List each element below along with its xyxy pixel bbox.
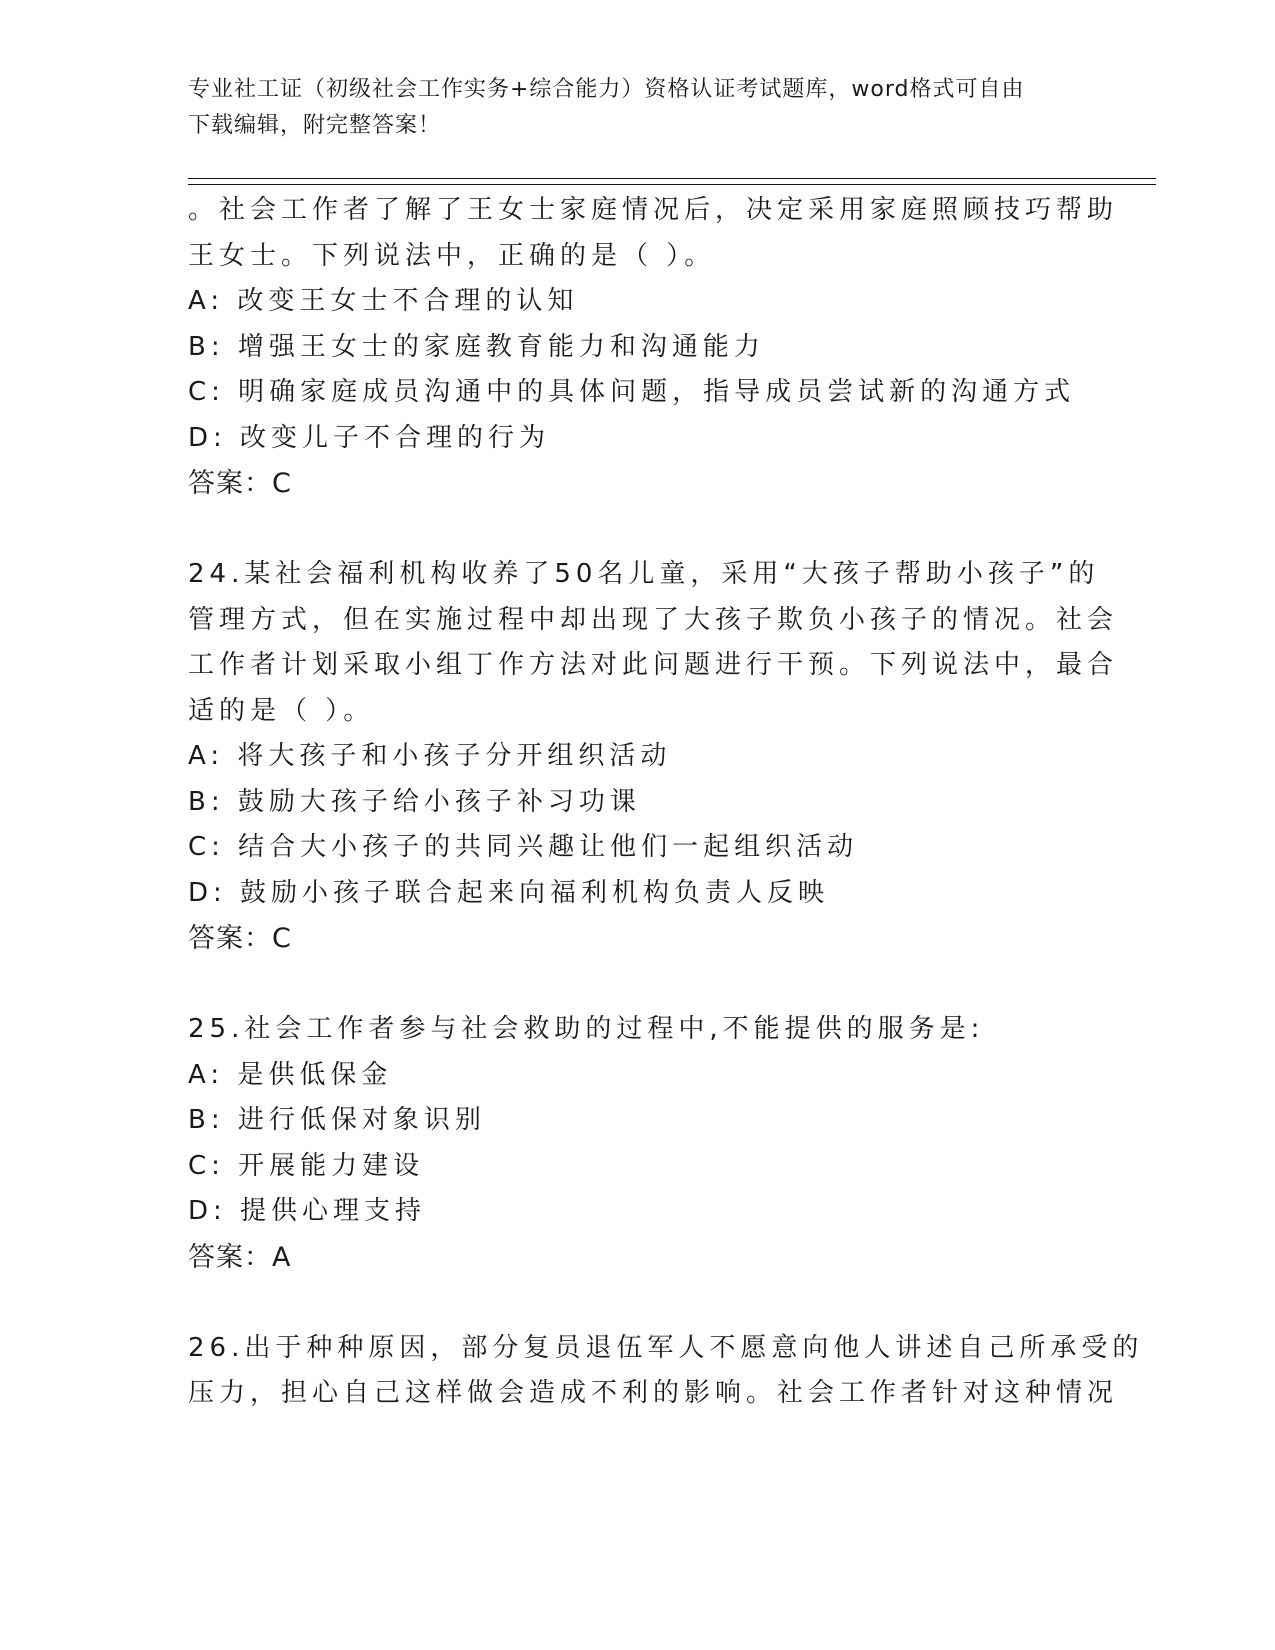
spacer [188, 1280, 1088, 1326]
header-rule-bottom [188, 184, 1156, 185]
header-line-2: 下载编辑，附完整答案！ [188, 113, 442, 138]
option-b: B: 增强王女士的家庭教育能力和沟通能力 [188, 331, 765, 362]
question-23 [188, 188, 1119, 507]
header-line-1: 专业社工证（初级社会工作实务+综合能力）资格认证考试题库，word格式可自由 [188, 77, 1025, 102]
question-stem-line: 王女士。下列说法中，正确的是（ ）。 [188, 240, 716, 271]
question-stem-line: 26.出于种种原因，部分复员退伍军人不愿意向他人讲述自己所承受的 [188, 1332, 1144, 1363]
answer-line: 答案：A [188, 1241, 292, 1273]
document-header [188, 72, 1088, 144]
spacer [188, 507, 1088, 553]
option-b: B: 鼓励大孩子给小孩子补习功课 [188, 786, 641, 817]
option-c: C: 明确家庭成员沟通中的具体问题，指导成员尝试新的沟通方式 [188, 377, 1076, 407]
answer-line: 答案：C [188, 923, 292, 954]
option-a: A: 改变王女士不合理的认知 [188, 286, 579, 316]
option-d: D: 提供心理支持 [188, 1196, 427, 1226]
option-a: A: 将大孩子和小孩子分开组织活动 [188, 741, 672, 771]
spacer [188, 962, 1088, 1008]
question-25 [188, 1007, 1088, 1280]
question-stem-line: 工作者计划采取小组丁作方法对此问题进行干预。下列说法中，最合 [188, 650, 1119, 680]
option-d: D: 鼓励小孩子联合起来向福利机构负责人反映 [188, 877, 830, 908]
option-c: C: 开展能力建设 [188, 1150, 425, 1181]
question-content [188, 188, 1144, 1417]
option-d: D: 改变儿子不合理的行为 [188, 422, 551, 453]
question-stem-line: 适的是（ ）。 [188, 695, 375, 726]
question-stem-line: 压力，担心自己这样做会造成不利的影响。社会工作者针对这种情况 [188, 1378, 1119, 1408]
option-b: B: 进行低保对象识别 [188, 1105, 486, 1135]
answer-line: 答案：C [188, 468, 292, 499]
option-c: C: 结合大小孩子的共同兴趣让他们一起组织活动 [188, 832, 859, 862]
header-rule-top [188, 178, 1156, 179]
question-stem-line: 25.社会工作者参与社会救助的过程中,不能提供的服务是: [188, 1014, 985, 1044]
question-26 [188, 1326, 1144, 1417]
question-stem-line: 。社会工作者了解了王女士家庭情况后，决定采用家庭照顾技巧帮助 [188, 195, 1119, 225]
question-24 [188, 552, 1119, 962]
question-stem-line: 管理方式，但在实施过程中却出现了大孩子欺负小孩子的情况。社会 [188, 604, 1119, 635]
option-a: A: 是供低保金 [188, 1059, 393, 1090]
question-stem-line: 24.某社会福利机构收养了50名儿童，采用“大孩子帮助小孩子”的 [188, 559, 1100, 589]
